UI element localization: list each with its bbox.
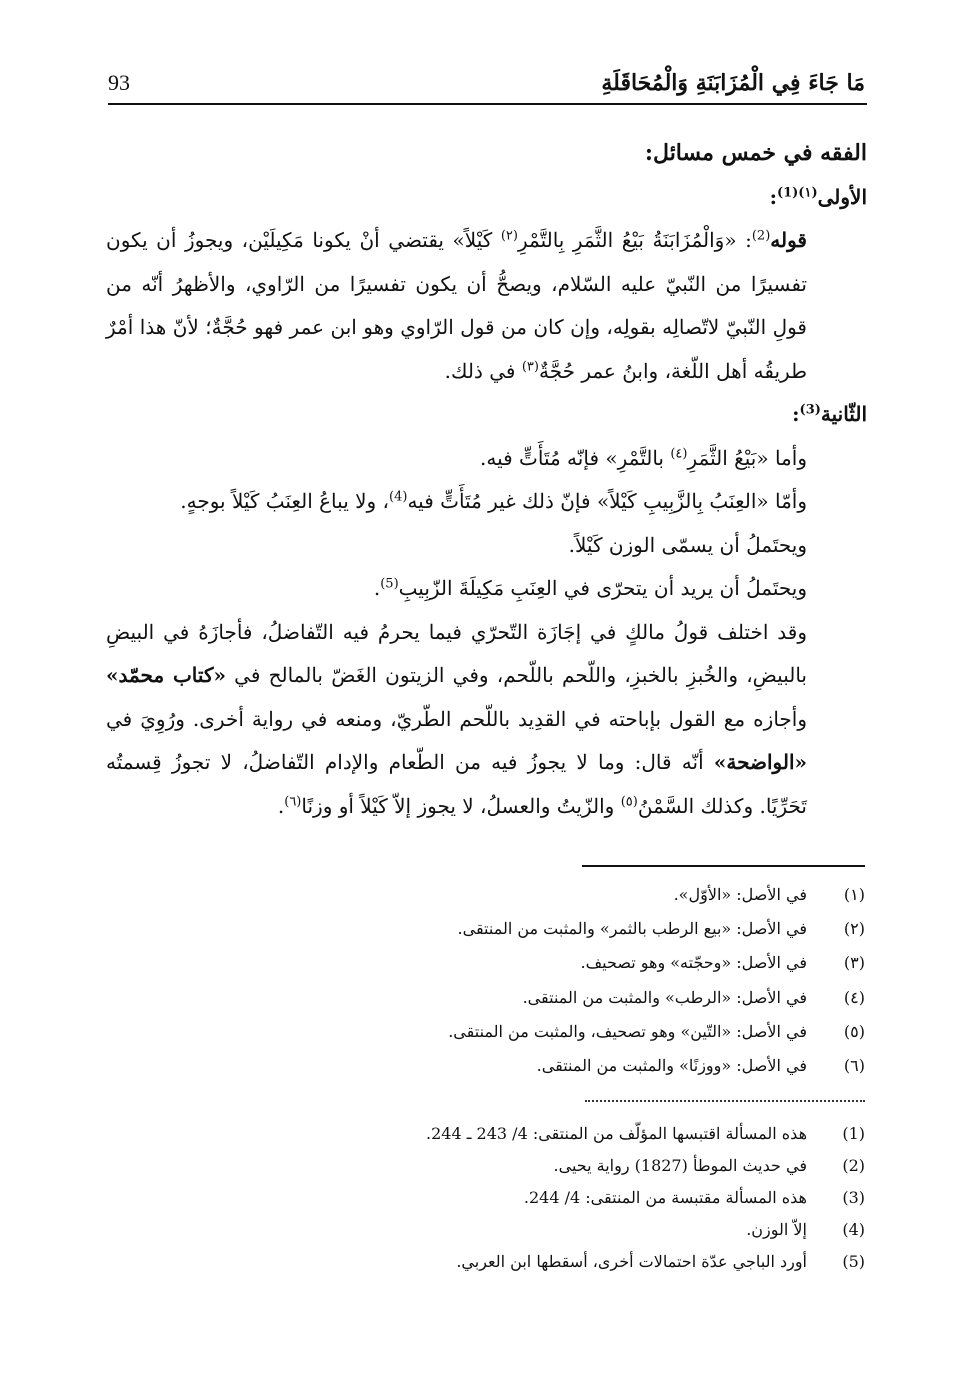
text-span: ويحتَملُ أن يريد أن يتحرّى في العِنَبِ مَكِيلَةَ الزّبِيبِ xyxy=(398,576,807,600)
footnote-number: (5) xyxy=(842,1252,865,1271)
second-issue-title: الثّانية xyxy=(820,402,867,426)
text-span: وأمّا «العِنَبُ بِالزَّبِيبِ كَيْلاً» فإنّ ذلك غير مُتَأَتٍّ فيه xyxy=(407,489,807,513)
text-span: أنّه قال: وما لا يجوزُ فيه من الطّعام والإدام التّفاضلُ، لا تجوزُ قِسمتُه تَحَرِّيًا. وكذلك السَّمْنُ xyxy=(106,750,807,818)
footnote-separator xyxy=(582,865,865,867)
footnote-item xyxy=(106,981,865,1015)
footnote-item xyxy=(106,1118,865,1150)
footnote-number: (4) xyxy=(842,1220,865,1239)
paragraph-line-c: ويحتَملُ أن يسمّى الوزن كَيْلاً. xyxy=(568,532,807,557)
text-span: وأما «بَيْعُ الثَّمَرِ xyxy=(687,445,807,470)
colon: : xyxy=(769,184,777,209)
footnote-item xyxy=(106,946,865,980)
book-title: «الواضحة» xyxy=(713,750,807,774)
paragraph-malik xyxy=(106,611,867,829)
footnote-marker: (٥) xyxy=(620,793,638,809)
footnote-number: (1) xyxy=(842,1124,865,1143)
footnote-number: (٥) xyxy=(843,1021,865,1041)
footnote-marker: (2) xyxy=(751,228,771,244)
text-span: وقد اختلف قولُ مالكٍ في إجَازَة التّحرّي فيما يحرمُ فيه التّفاضلُ، فأجازَهُ في البيضِ بالبيضِ، والخُبزِ بالخبزِ، واللّحم باللّحم، وفي الزيتون الغَضّ بالمالح في xyxy=(106,619,807,687)
footnote-text: في الأصل: «وحجّته» وهو تصحيف. xyxy=(580,953,807,973)
dotted-separator xyxy=(585,1100,865,1102)
footnote-marker: (5) xyxy=(380,576,399,592)
footnote-text: في الأصل: «الرطب» والمثبت من المنتقى. xyxy=(522,987,807,1007)
footnote-marker: (٢) xyxy=(500,228,518,244)
running-header: مَا جَاءَ فِي الْمُزَابَنَةِ وَالْمُحَاقَلَةِ xyxy=(601,70,865,96)
page-number: 93 xyxy=(108,70,130,95)
paragraph-line-b xyxy=(106,480,867,524)
footnote-number: (2) xyxy=(842,1156,865,1175)
footnote-item xyxy=(106,1182,865,1214)
text-span: بالتَّمْرِ» فإنّه مُتَأَتٍّ فيه. xyxy=(480,445,671,470)
footnote-number: (٣) xyxy=(843,953,865,973)
footnote-text: هذه المسألة مقتبسة من المنتقى: 4/ 244. xyxy=(523,1188,807,1207)
first-issue-title: الأولى xyxy=(817,184,867,209)
text-span: في ذلك. xyxy=(444,358,522,383)
text-span: والزّيتُ والعسلُ، لا يجوز إلاّ كَيْلاً أو وزنًا xyxy=(301,793,621,818)
footnote-marker: (٣) xyxy=(521,358,539,374)
footnote-number: (١) xyxy=(843,885,865,904)
lead-word: قوله xyxy=(770,228,807,252)
footnote-item xyxy=(106,1015,865,1049)
text-span: : «وَالْمُزَابَنَةُ بَيْعُ الثَّمَرِ بِالتَّمْرِ xyxy=(517,228,752,252)
footnote-item xyxy=(106,878,865,912)
footnote-number: (٤) xyxy=(843,987,865,1007)
footnote-text: في الأصل: «بيع الرطب بالثمر» والمثبت من المنتقى. xyxy=(457,919,807,939)
footnote-item xyxy=(106,1049,865,1083)
footnote-text: في الأصل: «التّين» وهو تصحيف، والمثبت من المنتقى. xyxy=(448,1021,807,1041)
footnote-marker: (4) xyxy=(389,489,408,505)
footnote-text: إلاّ الوزن. xyxy=(746,1220,807,1239)
main-text xyxy=(106,132,867,828)
footnote-marker: (3) xyxy=(799,402,821,418)
footnote-number: (3) xyxy=(842,1188,865,1207)
paragraph-line-a xyxy=(106,437,867,481)
footnote-item xyxy=(106,1150,865,1182)
footnote-number: (٦) xyxy=(843,1056,865,1076)
second-issue-heading xyxy=(106,393,867,437)
footnotes-author xyxy=(106,1118,865,1278)
footnote-text: في الأصل: «ووزنًا» والمثبت من المنتقى. xyxy=(536,1056,807,1076)
footnote-number: (٢) xyxy=(843,919,865,939)
paragraph-line-d xyxy=(106,567,867,611)
paragraph-first-issue xyxy=(106,219,867,393)
footnote-marker: (٤) xyxy=(670,445,688,461)
text-span: كَيْلاً» يقتضي أنْ يكونا مَكِيلَيْن، ويجوزُ أن يكون تفسيرًا من النّبيّ عليه السّلام، ويصحُّ أن يكون تفسيرًا من الرّاوي، والأظهرُ أنّه من قولِ النّبيّ لاتّصالِه بقولِه، وإن كان من قول الرّاوي وهو ابن عمر فهو حُجَّةٌ؛ لأنّ هذا أمْرٌ طريقُه أهل اللّغة، وابنُ عمر حُجَّةٌ xyxy=(106,228,807,383)
book-title: «كتاب محمّد» xyxy=(106,663,226,687)
footnote-text: في حديث الموطأ (1827) رواية يحيى. xyxy=(553,1156,807,1175)
text-span: ، ولا يباعُ العِنَبُ كَيْلاً بوجهٍ. xyxy=(180,489,389,513)
text-span: . xyxy=(373,576,381,600)
text-span: وأجازه مع القول بإباحته في القدِيد باللّحم الطّريّ، ومنعه في رواية أخرى. ورُوِيَ في xyxy=(106,706,807,731)
first-issue-heading xyxy=(106,176,867,220)
text-span: . xyxy=(277,793,285,818)
colon: : xyxy=(792,402,800,426)
footnote-marker: (١)(1) xyxy=(776,184,818,200)
header-rule xyxy=(108,103,867,105)
section-heading: الفقه في خمس مسائل: xyxy=(644,140,867,166)
footnote-item xyxy=(106,912,865,946)
footnote-text: أورد الباجي عدّة احتمالات أخرى، أسقطها ابن العربي. xyxy=(456,1252,807,1271)
footnote-text: في الأصل: «الأوّل». xyxy=(673,885,807,904)
footnote-item xyxy=(106,1214,865,1246)
footnote-item xyxy=(106,1246,865,1278)
footnote-marker: (٦) xyxy=(284,793,302,809)
footnote-text: هذه المسألة اقتبسها المؤلّف من المنتقى: 4/ 243 ـ 244. xyxy=(426,1124,807,1143)
footnotes-editor xyxy=(106,878,865,1083)
